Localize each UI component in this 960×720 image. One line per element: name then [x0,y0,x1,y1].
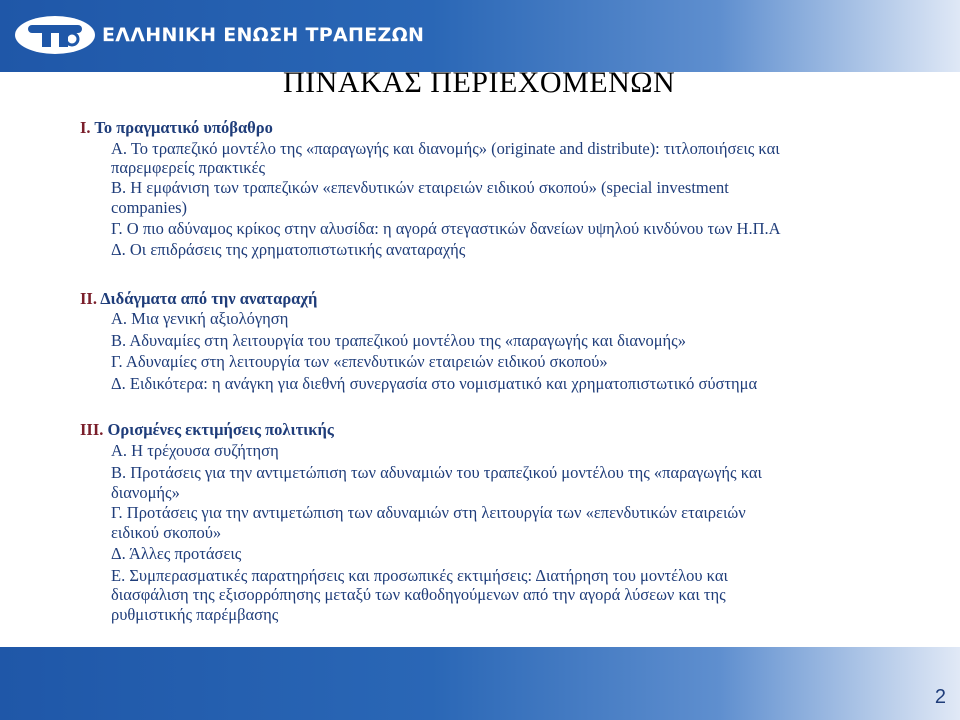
toc-item-3e-line-2[interactable]: διασφάλιση της εξισορρόπησης μεταξύ των καθοδηγούμενων από την αγορά λύσεων και της [111,585,726,604]
toc-item-1c[interactable]: Γ. Ο πιο αδύναμος κρίκος στην αλυσίδα: η αγορά στεγαστικών δανείων υψηλού κινδύνου των Η.Π.Α [111,219,781,238]
section-title-3: Ορισμένες εκτιμήσεις πολιτικής [107,420,334,439]
page-title: ΠΙΝΑΚΑΣ ΠΕΡΙΕΧΟΜΕΝΩΝ [283,66,676,99]
toc-item-3c-line-1[interactable]: Γ. Προτάσεις για την αντιμετώπιση των αδυναμιών στη λειτουργία των «επενδυτικών εταιρειών [111,503,746,522]
section-heading-3 [80,420,334,440]
toc-item-3a[interactable]: Α. Η τρέχουσα συζήτηση [111,441,279,460]
toc-item-1b-line-1[interactable]: Β. Η εμφάνιση των τραπεζικών «επενδυτικών εταιρειών ειδικού σκοπού» (special investment [111,178,729,197]
section-roman-3: ΙΙΙ. [80,420,104,439]
toc-item-3d[interactable]: Δ. Άλλες προτάσεις [111,544,242,563]
toc-item-2b[interactable]: Β. Αδυναμίες στη λειτουργία του τραπεζικού μοντέλου της «παραγωγής και διανομής» [111,331,686,350]
organization-name: ΕΛΛΗΝΙΚΗ ΕΝΩΣΗ ΤΡΑΠΕΖΩΝ [102,24,425,46]
toc-item-1a-line-1[interactable]: Α. Το τραπεζικό μοντέλο της «παραγωγής και διανομής» (originate and distribute): τιτλοποιήσεις και [111,139,780,158]
toc-item-1a-line-2[interactable]: παρεμφερείς πρακτικές [111,158,266,177]
toc-item-3b-line-2[interactable]: διανομής» [111,483,180,502]
section-roman-1: Ι. [80,118,91,137]
toc-item-3e-line-3[interactable]: ρυθμιστικής παρέμβασης [111,605,279,624]
section-roman-2: ΙΙ. [80,289,97,308]
toc-item-2c[interactable]: Γ. Αδυναμίες στη λειτουργία των «επενδυτικών εταιρειών ειδικού σκοπού» [111,352,608,371]
section-title-1: Το πραγματικό υπόβαθρο [94,118,273,137]
toc-item-3b-line-1[interactable]: Β. Προτάσεις για την αντιμετώπιση των αδυναμιών του τραπεζικού μοντέλου της «παραγωγής και [111,463,762,482]
toc-item-3c-line-2[interactable]: ειδικού σκοπού» [111,523,222,542]
toc-item-2a[interactable]: Α. Μια γενική αξιολόγηση [111,309,289,328]
footer-band [0,647,960,720]
toc-item-3e-line-1[interactable]: Ε. Συμπερασματικές παρατηρήσεις και προσωπικές εκτιμήσεις: Διατήρηση του μοντέλου και [111,566,728,585]
toc-item-2d[interactable]: Δ. Ειδικότερα: η ανάγκη για διεθνή συνεργασία στο νομισματικό και χρηματοπιστωτικό σύστημα [111,374,758,393]
page-number: 2 [934,686,946,708]
section-title-2: Διδάγματα από την αναταραχή [100,289,318,308]
section-heading-1 [80,118,273,138]
section-heading-2 [80,289,317,309]
toc-item-1d[interactable]: Δ. Οι επιδράσεις της χρηματοπιστωτικής αναταραχής [111,240,466,259]
toc-item-1b-line-2[interactable]: companies) [111,198,188,217]
